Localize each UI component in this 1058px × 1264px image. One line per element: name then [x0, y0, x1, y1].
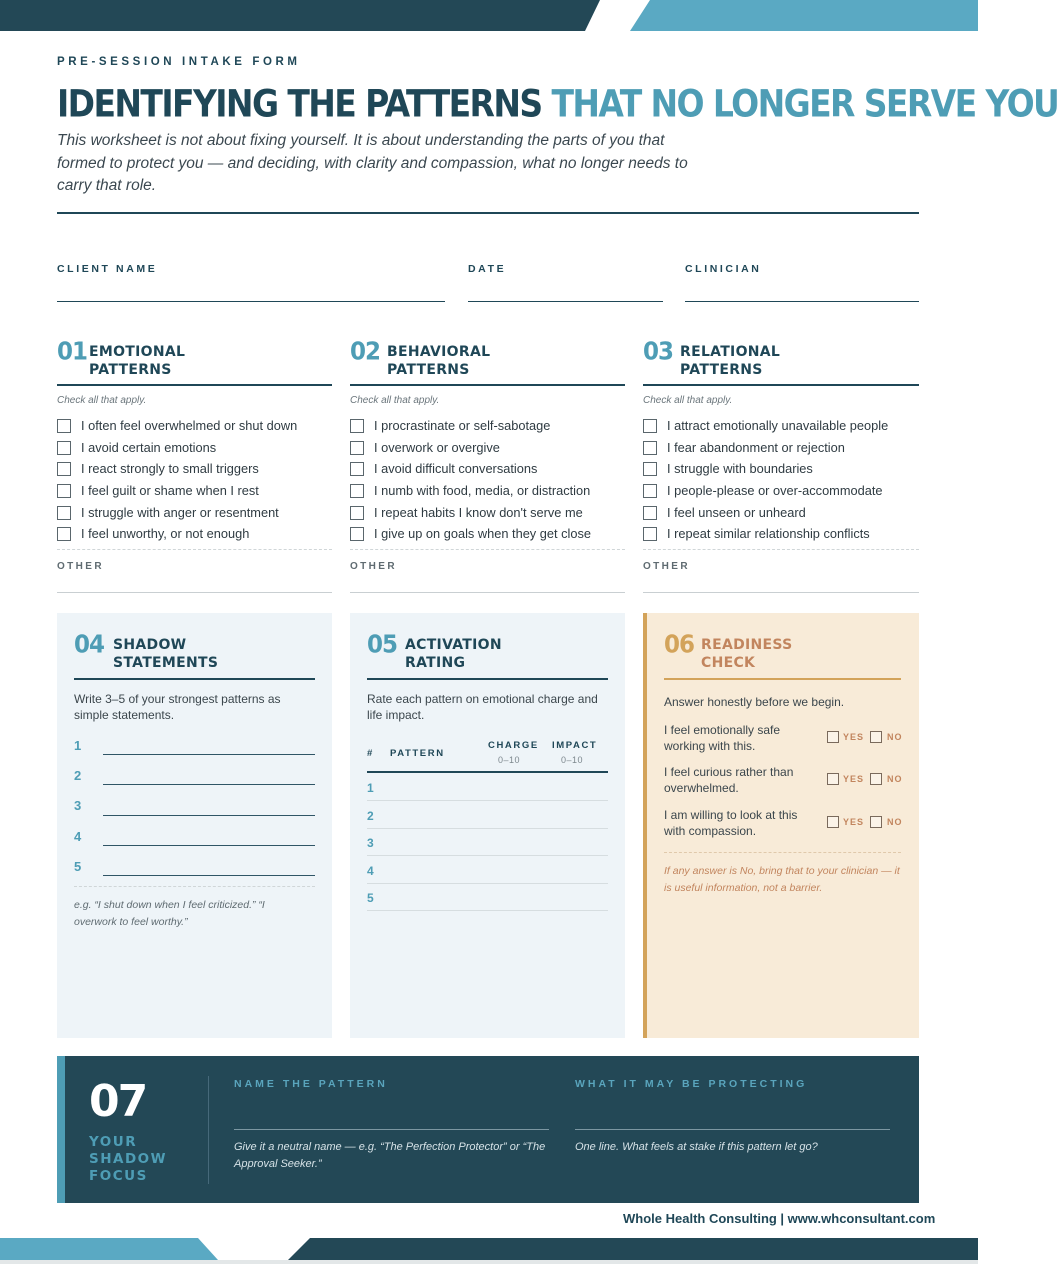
- no-checkbox[interactable]: [870, 773, 882, 785]
- table-row-number: 2: [367, 809, 374, 823]
- col-charge-header: CHARGE: [488, 740, 539, 751]
- check-note: Check all that apply.: [643, 395, 733, 406]
- panel-description: Write 3–5 of your strongest patterns as simple statements.: [74, 692, 281, 722]
- section-rule: [74, 678, 315, 680]
- checkbox-item[interactable]: [350, 461, 537, 476]
- page-subtitle: This worksheet is not about fixing yourself. It is about understanding the parts of you that formed to protect you — and deciding, with clarity and compassion, what no longer needs to carry that role.: [57, 132, 688, 194]
- no-checkbox[interactable]: [870, 816, 882, 828]
- checkbox-item[interactable]: [643, 461, 813, 476]
- col-impact-header: IMPACT: [552, 740, 598, 751]
- checkbox-label: I repeat habits I know don't serve me: [374, 505, 583, 520]
- checkbox-label: I struggle with anger or resentment: [81, 505, 279, 520]
- checkbox-item[interactable]: [57, 461, 259, 476]
- statement-line[interactable]: [103, 845, 315, 846]
- form-eyebrow: PRE-SESSION INTAKE FORM: [57, 56, 301, 68]
- checkbox-item[interactable]: [57, 526, 249, 541]
- checkbox[interactable]: [643, 419, 657, 433]
- checkbox-item[interactable]: [643, 440, 845, 455]
- checkbox-item[interactable]: [350, 526, 591, 541]
- checkbox[interactable]: [350, 506, 364, 520]
- section-rule: [57, 384, 332, 386]
- checkbox[interactable]: [350, 419, 364, 433]
- section-number: 01: [57, 338, 88, 367]
- section-title: SHADOW STATEMENTS: [113, 637, 219, 671]
- client-name-label: CLIENT NAME: [57, 263, 158, 275]
- checkbox[interactable]: [350, 441, 364, 455]
- title-part-1: IDENTIFYING THE PATTERNS: [57, 82, 542, 126]
- checkbox-item[interactable]: [57, 483, 259, 498]
- checkbox-label: I struggle with boundaries: [667, 461, 813, 476]
- table-row[interactable]: [367, 855, 608, 856]
- no-label: NO: [887, 817, 903, 827]
- section-rule: [350, 384, 625, 386]
- focus-label-line: YOUR: [89, 1134, 138, 1150]
- section-title: ACTIVATION RATING: [405, 637, 502, 671]
- dashed-divider: [664, 852, 901, 853]
- protecting-label: WHAT IT MAY BE PROTECTING: [575, 1078, 808, 1090]
- impact-scale: 0–10: [561, 755, 584, 765]
- checkbox-label: I react strongly to small triggers: [81, 461, 259, 476]
- bottom-bar-teal: [0, 1238, 218, 1260]
- readiness-check-panel: [643, 613, 919, 1038]
- checkbox-item[interactable]: [643, 505, 806, 520]
- name-pattern-label: NAME THE PATTERN: [234, 1078, 388, 1090]
- checkbox-label: I feel unworthy, or not enough: [81, 526, 250, 541]
- checkbox[interactable]: [350, 484, 364, 498]
- table-row-number: 3: [367, 836, 374, 850]
- yes-checkbox[interactable]: [827, 773, 839, 785]
- checkbox-label: I procrastinate or self-sabotage: [374, 418, 551, 433]
- checkbox-item[interactable]: [643, 526, 870, 541]
- checkbox-label: I avoid certain emotions: [81, 440, 217, 455]
- checkbox-item[interactable]: [57, 418, 297, 433]
- header-divider: [57, 212, 919, 214]
- checkbox[interactable]: [643, 484, 657, 498]
- charge-scale: 0–10: [498, 755, 521, 765]
- checkbox[interactable]: [643, 527, 657, 541]
- statement-line[interactable]: [103, 754, 315, 755]
- focus-label: [89, 1134, 167, 1185]
- line-number: 4: [74, 829, 82, 844]
- readiness-question: I feel emotionally safe working with this.: [664, 723, 781, 753]
- readiness-note: If any answer is No, bring that to your clinician — it is useful information, not a barrier.: [664, 865, 900, 894]
- date-field[interactable]: [468, 301, 663, 302]
- checkbox-item[interactable]: [350, 418, 550, 433]
- table-row-number: 5: [367, 891, 374, 905]
- dashed-divider: [350, 549, 625, 550]
- checkbox[interactable]: [57, 419, 71, 433]
- activation-rating-panel: [350, 613, 625, 1038]
- date-label: DATE: [468, 263, 507, 275]
- statement-line[interactable]: [103, 875, 315, 876]
- yes-checkbox[interactable]: [827, 731, 839, 743]
- checkbox-item[interactable]: [57, 440, 216, 455]
- dashed-divider: [57, 549, 332, 550]
- dashed-divider: [74, 886, 315, 887]
- other-label: OTHER: [350, 561, 397, 572]
- section-number: 06: [664, 631, 695, 660]
- yes-label: YES: [843, 817, 865, 827]
- clinician-label: CLINICIAN: [685, 263, 762, 275]
- section-number: 05: [367, 631, 398, 660]
- checkbox-label: I fear abandonment or rejection: [667, 440, 845, 455]
- table-row[interactable]: [367, 883, 608, 884]
- title-part-2: THAT NO LONGER SERVE YOU: [551, 82, 1058, 126]
- section-title: READINESS CHECK: [701, 637, 793, 671]
- shadow-statements-panel: [57, 613, 332, 1038]
- line-number: 3: [74, 798, 82, 813]
- yes-label: YES: [843, 732, 865, 742]
- checkbox-label: I numb with food, media, or distraction: [374, 483, 591, 498]
- other-label: OTHER: [643, 561, 690, 572]
- checkbox-label: I feel guilt or shame when I rest: [81, 483, 259, 498]
- bottom-bar-navy: [288, 1238, 978, 1260]
- checkbox[interactable]: [57, 441, 71, 455]
- checkbox-label: I give up on goals when they get close: [374, 526, 591, 541]
- checkbox[interactable]: [57, 462, 71, 476]
- col-pattern-header: PATTERN: [390, 748, 445, 759]
- other-field[interactable]: [643, 592, 919, 593]
- section-title: EMOTIONAL PATTERNS: [89, 344, 186, 378]
- no-label: NO: [887, 732, 903, 742]
- check-note: Check all that apply.: [350, 395, 440, 406]
- readiness-question: I feel curious rather than overwhelmed.: [664, 765, 794, 795]
- section-number: 02: [350, 338, 381, 367]
- panel-description: Answer honestly before we begin.: [664, 695, 845, 709]
- checkbox-item[interactable]: [350, 505, 583, 520]
- top-bar-teal: [630, 0, 978, 31]
- line-number: 5: [74, 859, 82, 874]
- section-title: RELATIONAL PATTERNS: [680, 344, 781, 378]
- check-note: Check all that apply.: [57, 395, 147, 406]
- statement-line[interactable]: [103, 815, 315, 816]
- yes-label: YES: [843, 774, 865, 784]
- checkbox-item[interactable]: [350, 440, 500, 455]
- checkbox-label: I often feel overwhelmed or shut down: [81, 418, 298, 433]
- panel-description: Rate each pattern on emotional charge and life impact.: [367, 692, 598, 722]
- col-number-header: #: [367, 748, 374, 759]
- table-row[interactable]: [367, 910, 608, 911]
- no-checkbox[interactable]: [870, 731, 882, 743]
- top-bar-navy: [0, 0, 600, 31]
- checkbox-label: I people-please or over-accommodate: [667, 483, 883, 498]
- protecting-hint: One line. What feels at stake if this pattern let go?: [575, 1141, 818, 1153]
- checkbox[interactable]: [57, 506, 71, 520]
- section-title: BEHAVIORAL PATTERNS: [387, 344, 491, 378]
- focus-label-line: FOCUS: [89, 1168, 148, 1184]
- section-number: 04: [74, 631, 105, 660]
- focus-number: 07: [89, 1076, 147, 1127]
- protecting-field[interactable]: [575, 1129, 890, 1130]
- checkbox-label: I attract emotionally unavailable people: [667, 418, 889, 433]
- client-name-field[interactable]: [57, 301, 445, 302]
- table-row[interactable]: [367, 800, 608, 801]
- checkbox[interactable]: [350, 527, 364, 541]
- bottom-edge: [0, 1260, 978, 1264]
- readiness-question: I am willing to look at this with compassion.: [664, 808, 798, 838]
- checkbox[interactable]: [643, 506, 657, 520]
- focus-label-line: SHADOW: [89, 1151, 168, 1167]
- clinician-field[interactable]: [685, 301, 919, 302]
- section-rule: [367, 678, 608, 680]
- checkbox[interactable]: [643, 462, 657, 476]
- table-row-number: 4: [367, 864, 374, 878]
- table-header-rule: [367, 771, 608, 773]
- table-row[interactable]: [367, 828, 608, 829]
- example-text: e.g. “I shut down when I feel criticized.” “I overwork to feel worthy.”: [74, 899, 265, 928]
- band-accent: [57, 1056, 65, 1203]
- gold-accent-bar: [643, 613, 647, 1038]
- name-pattern-field[interactable]: [234, 1129, 549, 1130]
- statement-line[interactable]: [103, 784, 315, 785]
- line-number: 2: [74, 768, 82, 783]
- section-number: 03: [643, 338, 674, 367]
- yes-checkbox[interactable]: [827, 816, 839, 828]
- checkbox[interactable]: [57, 527, 71, 541]
- checkbox-label: I overwork or overgive: [374, 440, 500, 455]
- checkbox-item[interactable]: [643, 483, 883, 498]
- checkbox-label: I feel unseen or unheard: [667, 505, 806, 520]
- line-number: 1: [74, 738, 82, 753]
- other-label: OTHER: [57, 561, 104, 572]
- no-label: NO: [887, 774, 903, 784]
- checkbox-item[interactable]: [57, 505, 279, 520]
- other-field[interactable]: [57, 592, 332, 593]
- other-field[interactable]: [350, 592, 625, 593]
- band-divider: [208, 1076, 209, 1184]
- checkbox-item[interactable]: [643, 418, 888, 433]
- dashed-divider: [643, 549, 919, 550]
- checkbox[interactable]: [643, 441, 657, 455]
- checkbox[interactable]: [57, 484, 71, 498]
- name-pattern-hint: Give it a neutral name — e.g. “The Perfection Protector” or “The Approval Seeker.”: [234, 1141, 546, 1170]
- section-rule: [664, 678, 901, 680]
- checkbox-label: I avoid difficult conversations: [374, 461, 538, 476]
- checkbox-item[interactable]: [350, 483, 590, 498]
- checkbox-label: I repeat similar relationship conflicts: [667, 526, 870, 541]
- page-title: [57, 82, 1058, 126]
- section-rule: [643, 384, 919, 386]
- table-row-number: 1: [367, 781, 374, 795]
- checkbox[interactable]: [350, 462, 364, 476]
- brand-footer[interactable]: Whole Health Consulting | www.whconsultant.com: [623, 1211, 936, 1226]
